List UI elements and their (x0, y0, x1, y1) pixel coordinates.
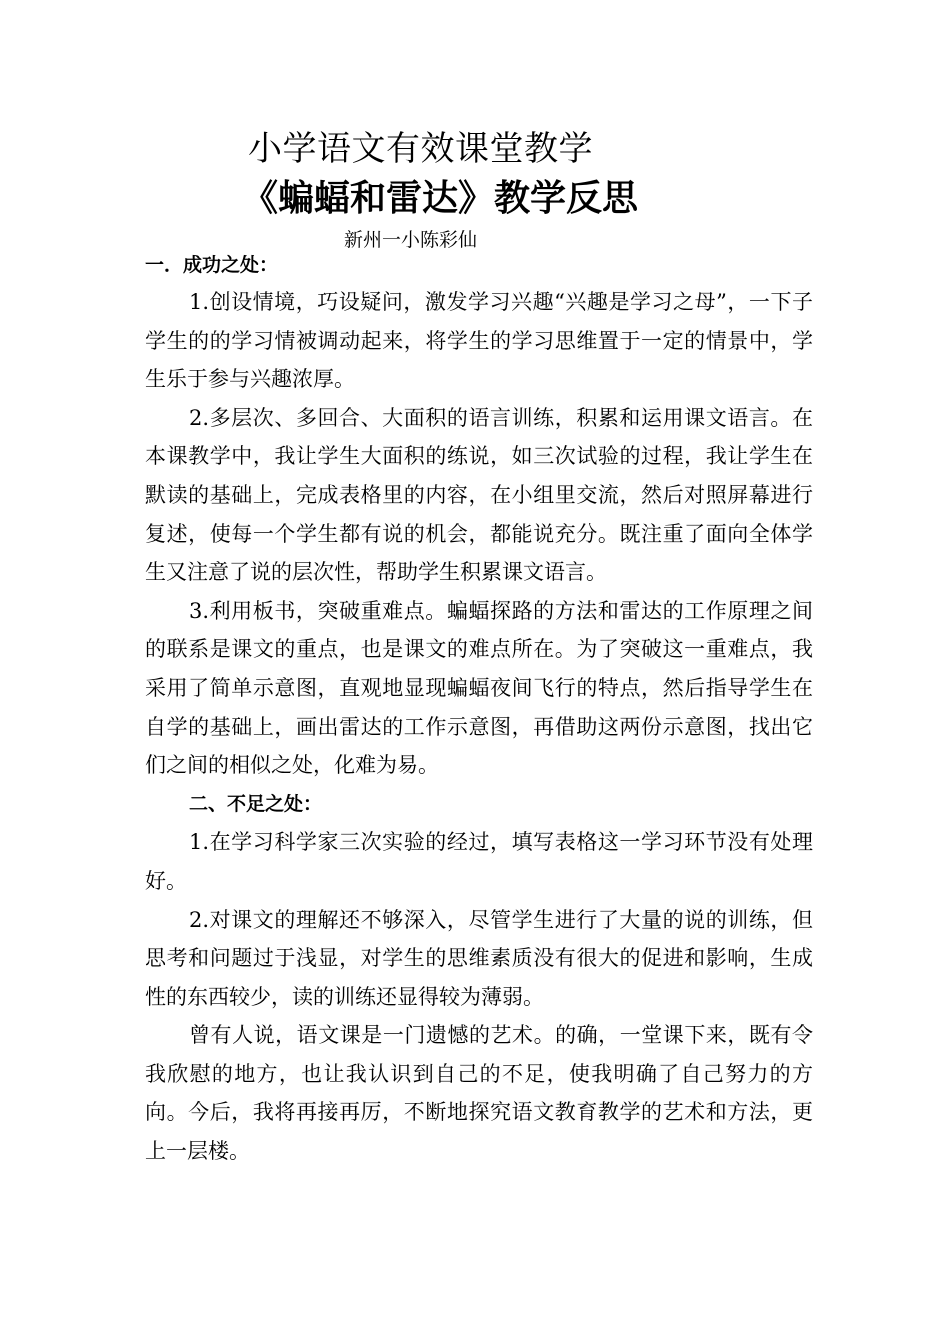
title-line-2: 《蝙蝠和雷达》教学反思 (242, 178, 639, 219)
author-line: 新州一小陈彩仙 (344, 229, 478, 251)
document-body (145, 247, 813, 1171)
paragraph: 3.利用板书，突破重难点。蝙蝠探路的方法和雷达的工作原理之间的联系是课文的重点，也是课文的难点所在。为了突破这一重难点，我采用了简单示意图，直观地显现蝙蝠夜间飞行的特点，然后指导学生在自学的基础上，画出雷达的工作示意图，再借助这两份示意图，找出它们之间的相似之处，化难为易。 (145, 598, 813, 778)
paragraph: 2.对课文的理解还不够深入，尽管学生进行了大量的说的训练，但思考和问题过于浅显，对学生的思维素质没有很大的促进和影响，生成性的东西较少，读的训练还显得较为薄弱。 (145, 907, 813, 1009)
section-heading-success: 一．成功之处： (145, 254, 279, 276)
paragraph: 1.创设情境，巧设疑问，激发学习兴趣“兴趣是学习之母”，一下子学生的的学习情被调动起来，将学生的学习思维置于一定的情景中，学生乐于参与兴趣浓厚。 (145, 290, 813, 392)
paragraph: 1.在学习科学家三次实验的经过，填写表格这一学习环节没有处理好。 (145, 830, 813, 893)
paragraph: 2.多层次、多回合、大面积的语言训练，积累和运用课文语言。在本课教学中，我让学生大面积的练说，如三次试验的过程，我让学生在默读的基础上，完成表格里的内容，在小组里交流，然后对照屏幕进行复述，使每一个学生都有说的机会，都能说充分。既注重了面向全体学生又注意了说的层次性，帮助学生积累课文语言。 (145, 405, 813, 585)
title-line-1: 小学语文有效课堂教学 (248, 129, 593, 169)
closing-paragraph: 曾有人说，语文课是一门遗憾的艺术。的确，一堂课下来，既有令我欣慰的地方，也让我认识到自己的不足，使我明确了自己努力的方向。今后，我将再接再厉，不断地探究语文教育教学的艺术和方法，更上一层楼。 (145, 1023, 813, 1164)
section-heading-shortcomings: 二、不足之处： (189, 792, 323, 815)
